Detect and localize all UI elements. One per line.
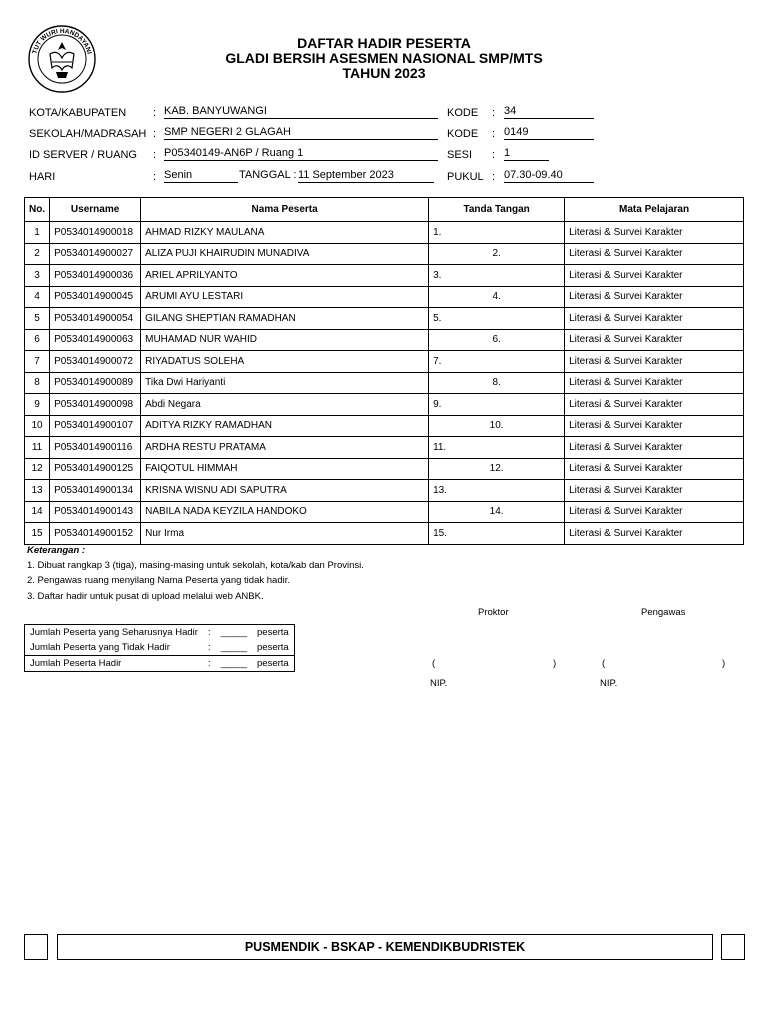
cell-mata-pelajaran: Literasi & Survei Karakter bbox=[565, 415, 744, 437]
cell-nama: KRISNA WISNU ADI SAPUTRA bbox=[141, 480, 429, 502]
doc-subtitle: GLADI BERSIH ASESMEN NASIONAL SMP/MTS bbox=[225, 50, 543, 66]
kode-label: KODE bbox=[447, 128, 479, 140]
cell-no: 9 bbox=[25, 394, 50, 416]
cell-no: 13 bbox=[25, 480, 50, 502]
colon: : bbox=[492, 107, 496, 119]
cell-mata-pelajaran: Literasi & Survei Karakter bbox=[565, 329, 744, 351]
cell-no: 7 bbox=[25, 351, 50, 373]
table-row bbox=[25, 501, 744, 523]
server-label: ID SERVER / RUANG bbox=[29, 149, 137, 161]
note-item: 3. Daftar hadir untuk pusat di upload melalui web ANBK. bbox=[27, 591, 264, 602]
cell-username: P0534014900018 bbox=[50, 222, 141, 244]
table-row bbox=[25, 437, 744, 459]
cell-tanda-tangan: 7. bbox=[429, 351, 565, 373]
table-row bbox=[25, 415, 744, 437]
kode-value: 34 bbox=[504, 105, 594, 119]
table-row bbox=[25, 222, 744, 244]
colon: : bbox=[153, 107, 157, 119]
cell-mata-pelajaran: Literasi & Survei Karakter bbox=[565, 243, 744, 265]
cell-nama: GILANG SHEPTIAN RAMADHAN bbox=[141, 308, 429, 330]
kota-value: KAB. BANYUWANGI bbox=[164, 105, 438, 119]
sesi-label: SESI bbox=[447, 149, 473, 161]
table-row bbox=[25, 394, 744, 416]
cell-nama: MUHAMAD NUR WAHID bbox=[141, 329, 429, 351]
cell-tanda-tangan: 5. bbox=[429, 308, 565, 330]
table-row bbox=[25, 372, 744, 394]
cell-tanda-tangan: 12. bbox=[429, 458, 565, 480]
sekolah-value: SMP NEGERI 2 GLAGAH bbox=[164, 126, 438, 140]
cell-tanda-tangan: 6. bbox=[429, 329, 565, 351]
summary-label: Jumlah Peserta yang Tidak Hadir bbox=[30, 642, 170, 653]
kode-label: KODE bbox=[447, 107, 479, 119]
footer-right-box bbox=[721, 934, 745, 960]
cell-tanda-tangan: 14. bbox=[429, 501, 565, 523]
summary-unit: peserta bbox=[257, 642, 289, 653]
cell-nama: ARIEL APRILYANTO bbox=[141, 265, 429, 287]
cell-mata-pelajaran: Literasi & Survei Karakter bbox=[565, 265, 744, 287]
tanggal-label: TANGGAL : bbox=[239, 169, 297, 181]
summary-colon: : bbox=[207, 627, 211, 638]
cell-no: 8 bbox=[25, 372, 50, 394]
cell-nama: ARDHA RESTU PRATAMA bbox=[141, 437, 429, 459]
summary-blank: _____ bbox=[216, 656, 252, 672]
table-row bbox=[25, 286, 744, 308]
cell-mata-pelajaran: Literasi & Survei Karakter bbox=[565, 501, 744, 523]
cell-tanda-tangan: 1. bbox=[429, 222, 565, 244]
pengawas-close-paren: ) bbox=[722, 658, 726, 669]
cell-nama: Abdi Negara bbox=[141, 394, 429, 416]
cell-nama: Nur Irma bbox=[141, 523, 429, 545]
cell-nama: AHMAD RIZKY MAULANA bbox=[141, 222, 429, 244]
cell-mata-pelajaran: Literasi & Survei Karakter bbox=[565, 437, 744, 459]
table-row bbox=[25, 351, 744, 373]
notes-heading: Keterangan : bbox=[27, 545, 86, 556]
summary-row bbox=[25, 640, 295, 656]
colon: : bbox=[153, 149, 157, 161]
cell-mata-pelajaran: Literasi & Survei Karakter bbox=[565, 523, 744, 545]
hari-label: HARI bbox=[29, 171, 56, 183]
pengawas-nip: NIP. bbox=[600, 678, 618, 689]
cell-username: P0534014900134 bbox=[50, 480, 141, 502]
cell-mata-pelajaran: Literasi & Survei Karakter bbox=[565, 351, 744, 373]
cell-no: 3 bbox=[25, 265, 50, 287]
colon: : bbox=[492, 171, 496, 183]
note-item: 2. Pengawas ruang menyilang Nama Peserta yang tidak hadir. bbox=[27, 575, 290, 586]
summary-box bbox=[24, 624, 295, 672]
cell-nama: Tika Dwi Hariyanti bbox=[141, 372, 429, 394]
cell-username: P0534014900054 bbox=[50, 308, 141, 330]
cell-username: P0534014900027 bbox=[50, 243, 141, 265]
summary-unit: peserta bbox=[252, 656, 294, 672]
cell-tanda-tangan: 3. bbox=[429, 265, 565, 287]
colon: : bbox=[153, 171, 157, 183]
cell-username: P0534014900036 bbox=[50, 265, 141, 287]
cell-tanda-tangan: 2. bbox=[429, 243, 565, 265]
cell-username: P0534014900089 bbox=[50, 372, 141, 394]
cell-nama: ALIZA PUJI KHAIRUDIN MUNADIVA bbox=[141, 243, 429, 265]
cell-no: 10 bbox=[25, 415, 50, 437]
col-header-no: No. bbox=[25, 198, 50, 222]
cell-no: 5 bbox=[25, 308, 50, 330]
note-item: 1. Dibuat rangkap 3 (tiga), masing-masing untuk sekolah, kota/kab dan Provinsi. bbox=[27, 560, 364, 571]
pukul-value: 07.30-09.40 bbox=[504, 169, 594, 183]
cell-nama: ADITYA RIZKY RAMADHAN bbox=[141, 415, 429, 437]
cell-username: P0534014900063 bbox=[50, 329, 141, 351]
table-row bbox=[25, 243, 744, 265]
cell-tanda-tangan: 9. bbox=[429, 394, 565, 416]
summary-label: Jumlah Peserta yang Seharusnya Hadir bbox=[30, 627, 198, 638]
summary-label: Jumlah Peserta Hadir bbox=[25, 656, 203, 672]
cell-username: P0534014900072 bbox=[50, 351, 141, 373]
kota-label: KOTA/KABUPATEN bbox=[29, 107, 127, 119]
cell-tanda-tangan: 11. bbox=[429, 437, 565, 459]
table-row bbox=[25, 458, 744, 480]
cell-no: 6 bbox=[25, 329, 50, 351]
kode-sekolah-value: 0149 bbox=[504, 126, 594, 140]
cell-tanda-tangan: 8. bbox=[429, 372, 565, 394]
cell-no: 2 bbox=[25, 243, 50, 265]
hari-value: Senin bbox=[164, 169, 238, 183]
cell-username: P0534014900098 bbox=[50, 394, 141, 416]
cell-nama: FAIQOTUL HIMMAH bbox=[141, 458, 429, 480]
cell-username: P0534014900143 bbox=[50, 501, 141, 523]
table-row bbox=[25, 523, 744, 545]
proktor-label: Proktor bbox=[478, 607, 509, 618]
cell-tanda-tangan: 13. bbox=[429, 480, 565, 502]
cell-tanda-tangan: 4. bbox=[429, 286, 565, 308]
pengawas-open-paren: ( bbox=[602, 658, 606, 669]
cell-no: 4 bbox=[25, 286, 50, 308]
cell-mata-pelajaran: Literasi & Survei Karakter bbox=[565, 372, 744, 394]
doc-year: TAHUN 2023 bbox=[342, 65, 426, 81]
col-header-username: Username bbox=[50, 198, 141, 222]
cell-no: 14 bbox=[25, 501, 50, 523]
server-value: P05340149-AN6P / Ruang 1 bbox=[164, 147, 438, 161]
summary-row bbox=[25, 656, 295, 672]
cell-no: 12 bbox=[25, 458, 50, 480]
cell-no: 1 bbox=[25, 222, 50, 244]
cell-nama: RIYADATUS SOLEHA bbox=[141, 351, 429, 373]
table-row bbox=[25, 308, 744, 330]
cell-username: P0534014900107 bbox=[50, 415, 141, 437]
footer-label: PUSMENDIK - BSKAP - KEMENDIKBUDRISTEK bbox=[57, 934, 713, 960]
cell-username: P0534014900116 bbox=[50, 437, 141, 459]
colon: : bbox=[153, 128, 157, 140]
cell-username: P0534014900152 bbox=[50, 523, 141, 545]
proktor-close-paren: ) bbox=[553, 658, 557, 669]
sekolah-label: SEKOLAH/MADRASAH bbox=[29, 128, 147, 140]
cell-mata-pelajaran: Literasi & Survei Karakter bbox=[565, 286, 744, 308]
cell-mata-pelajaran: Literasi & Survei Karakter bbox=[565, 480, 744, 502]
pukul-label: PUKUL bbox=[447, 171, 484, 183]
footer-left-box bbox=[24, 934, 48, 960]
cell-mata-pelajaran: Literasi & Survei Karakter bbox=[565, 458, 744, 480]
summary-unit: peserta bbox=[257, 627, 289, 638]
cell-mata-pelajaran: Literasi & Survei Karakter bbox=[565, 308, 744, 330]
cell-tanda-tangan: 10. bbox=[429, 415, 565, 437]
proktor-nip: NIP. bbox=[430, 678, 448, 689]
summary-blank: _____ bbox=[220, 642, 247, 653]
cell-no: 15 bbox=[25, 523, 50, 545]
colon: : bbox=[492, 128, 496, 140]
cell-tanda-tangan: 15. bbox=[429, 523, 565, 545]
attendance-table bbox=[24, 197, 744, 545]
cell-mata-pelajaran: Literasi & Survei Karakter bbox=[565, 394, 744, 416]
cell-mata-pelajaran: Literasi & Survei Karakter bbox=[565, 222, 744, 244]
table-row bbox=[25, 265, 744, 287]
table-header-row bbox=[25, 198, 744, 222]
summary-colon: : bbox=[203, 656, 216, 672]
cell-username: P0534014900045 bbox=[50, 286, 141, 308]
table-row bbox=[25, 329, 744, 351]
summary-colon: : bbox=[207, 642, 211, 653]
table-row bbox=[25, 480, 744, 502]
col-header-tanda-tangan: Tanda Tangan bbox=[429, 198, 565, 222]
proktor-open-paren: ( bbox=[432, 658, 436, 669]
cell-nama: NABILA NADA KEYZILA HANDOKO bbox=[141, 501, 429, 523]
cell-no: 11 bbox=[25, 437, 50, 459]
summary-row bbox=[25, 625, 295, 641]
tanggal-value: 11 September 2023 bbox=[298, 169, 434, 183]
cell-nama: ARUMI AYU LESTARI bbox=[141, 286, 429, 308]
cell-username: P0534014900125 bbox=[50, 458, 141, 480]
sesi-value: 1 bbox=[504, 147, 549, 161]
pengawas-label: Pengawas bbox=[641, 607, 686, 618]
col-header-mata-pelajaran: Mata Pelajaran bbox=[565, 198, 744, 222]
doc-title: DAFTAR HADIR PESERTA bbox=[297, 35, 471, 51]
logo-text: TUT WURI HANDAYANI bbox=[31, 27, 93, 55]
col-header-nama: Nama Peserta bbox=[141, 198, 429, 222]
colon: : bbox=[492, 149, 496, 161]
summary-blank: _____ bbox=[220, 627, 247, 638]
